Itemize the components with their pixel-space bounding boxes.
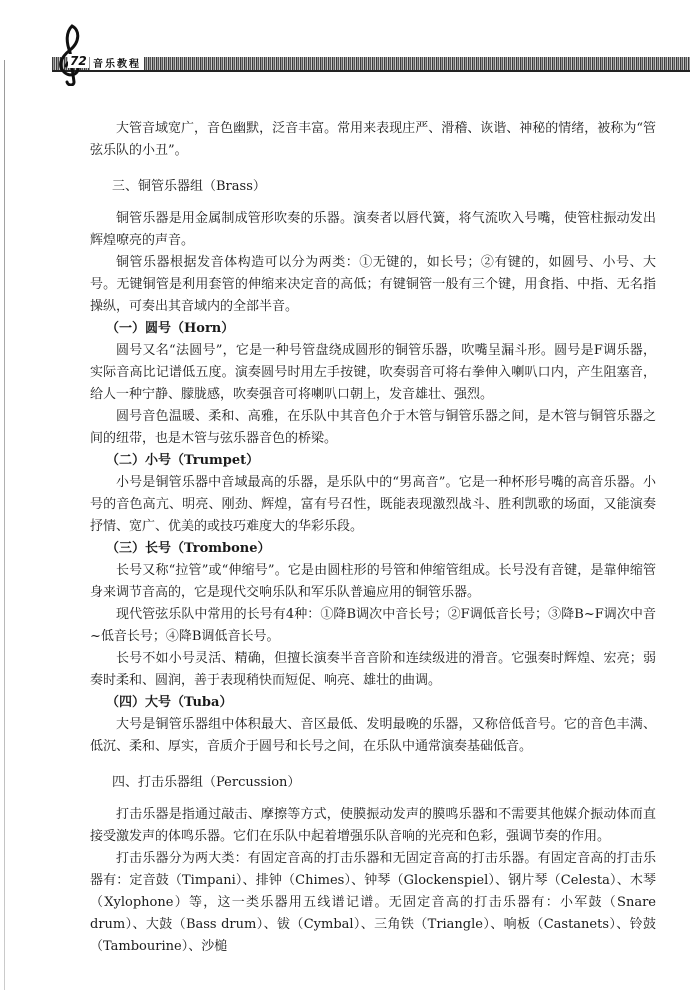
paragraph-percussion-2: 打击乐器分为两大类：有固定音高的打击乐器和无固定音高的打击乐器。有固定音高的打击乐器有：定音鼓（Timpani）、排钟（Chimes）、钟琴（Glockenspiel）、钢片琴（Celesta）、木琴（Xylophone）等，这一类乐器用五线谱记谱。无固定音高的打击乐器有：小军鼓（Snare drum）、大鼓（Bass drum）、钹（Cymbal）、三角铁（Triangle）、响板（Castanets）、铃鼓（Tambourine）、沙槌 xyxy=(90,851,656,954)
subheading-tuba: （四）大号（Tuba） xyxy=(106,695,233,710)
page-number: 72 xyxy=(70,54,87,68)
paragraph-brass-2: 铜管乐器根据发音体构造可以分为两类：①无键的，如长号；②有键的，如圆号、小号、大号。无键铜管是利用套管的伸缩来决定音的高低；有键铜管一般有三个键，用食指、中指、无名指操纵，可奏出其音域内的全部半音。 xyxy=(90,255,656,314)
paragraph-percussion-1: 打击乐器是指通过敲击、摩擦等方式，使膜振动发声的膜鸣乐器和不需要其他媒介振动体而直接受激发声的体鸣乐器。它们在乐队中起着增强乐队音响的光亮和色彩，强调节奏的作用。 xyxy=(90,807,656,844)
body-text xyxy=(90,118,656,958)
paragraph-trombone-2: 现代管弦乐队中常用的长号有4种：①降B调次中音长号；②F调低音长号；③降B~F调次中音~低音长号；④降B调低音长号。 xyxy=(90,607,656,644)
running-header-title: 音乐教程 xyxy=(90,55,144,70)
paragraph-intro: 大管音域宽广，音色幽默，泛音丰富。常用来表现庄严、滑稽、诙谐、神秘的情绪，被称为“管弦乐队的小丑”。 xyxy=(90,121,656,158)
paragraph-trombone-3: 长号不如小号灵活、精确，但擅长演奏半音音阶和连续级进的滑音。它强奏时辉煌、宏亮；弱奏时柔和、圆润，善于表现稍快而短促、响亮、雄壮的曲调。 xyxy=(90,651,656,688)
subheading-horn: （一）圆号（Horn） xyxy=(106,321,235,336)
paragraph-horn-2: 圆号音色温暖、柔和、高雅，在乐队中其音色介于木管与铜管乐器之间，是木管与铜管乐器之间的纽带，也是木管与弦乐器音色的桥梁。 xyxy=(90,409,656,446)
page-edge-line xyxy=(4,60,5,990)
paragraph-tuba-1: 大号是铜管乐器组中体积最大、音区最低、发明最晚的乐器，又称倍低音号。它的音色丰满、低沉、柔和、厚实，音质介于圆号和长号之间，在乐队中通常演奏基础低音。 xyxy=(90,717,656,754)
paragraph-trombone-1: 长号又称“拉管”或“伸缩号”。它是由圆柱形的号管和伸缩管组成。长号没有音键，是靠伸缩管身来调节音高的，它是现代交响乐队和军乐队普遍应用的铜管乐器。 xyxy=(90,563,656,600)
section-heading-brass: 三、铜管乐器组（Brass） xyxy=(112,179,266,194)
paragraph-trumpet-1: 小号是铜管乐器中音域最高的乐器，是乐队中的“男高音”。它是一种杯形号嘴的高音乐器。小号的音色高亢、明亮、刚劲、辉煌，富有号召性，既能表现激烈战斗、胜利凯歌的场面，又能演奏抒情、宽广、优美的或技巧难度大的华彩乐段。 xyxy=(90,475,656,534)
section-heading-percussion: 四、打击乐器组（Percussion） xyxy=(112,775,301,790)
paragraph-brass-1: 铜管乐器是用金属制成管形吹奏的乐器。演奏者以唇代簧，将气流吹入号嘴，使管柱振动发出辉煌嘹亮的声音。 xyxy=(90,211,656,248)
subheading-trumpet: （二）小号（Trumpet） xyxy=(106,453,260,468)
paragraph-horn-1: 圆号又名“法圆号”，它是一种号管盘绕成圆形的铜管乐器，吹嘴呈漏斗形。圆号是F调乐器，实际音高比记谱低五度。演奏圆号时用左手按键，吹奏弱音可将右拳伸入喇叭口内，产生阻塞音，给人一种宁静、朦胧感，吹奏强音可将喇叭口朝上，发音雄壮、强烈。 xyxy=(90,343,656,402)
header-band xyxy=(52,57,690,71)
subheading-trombone: （三）长号（Trombone） xyxy=(106,541,271,556)
